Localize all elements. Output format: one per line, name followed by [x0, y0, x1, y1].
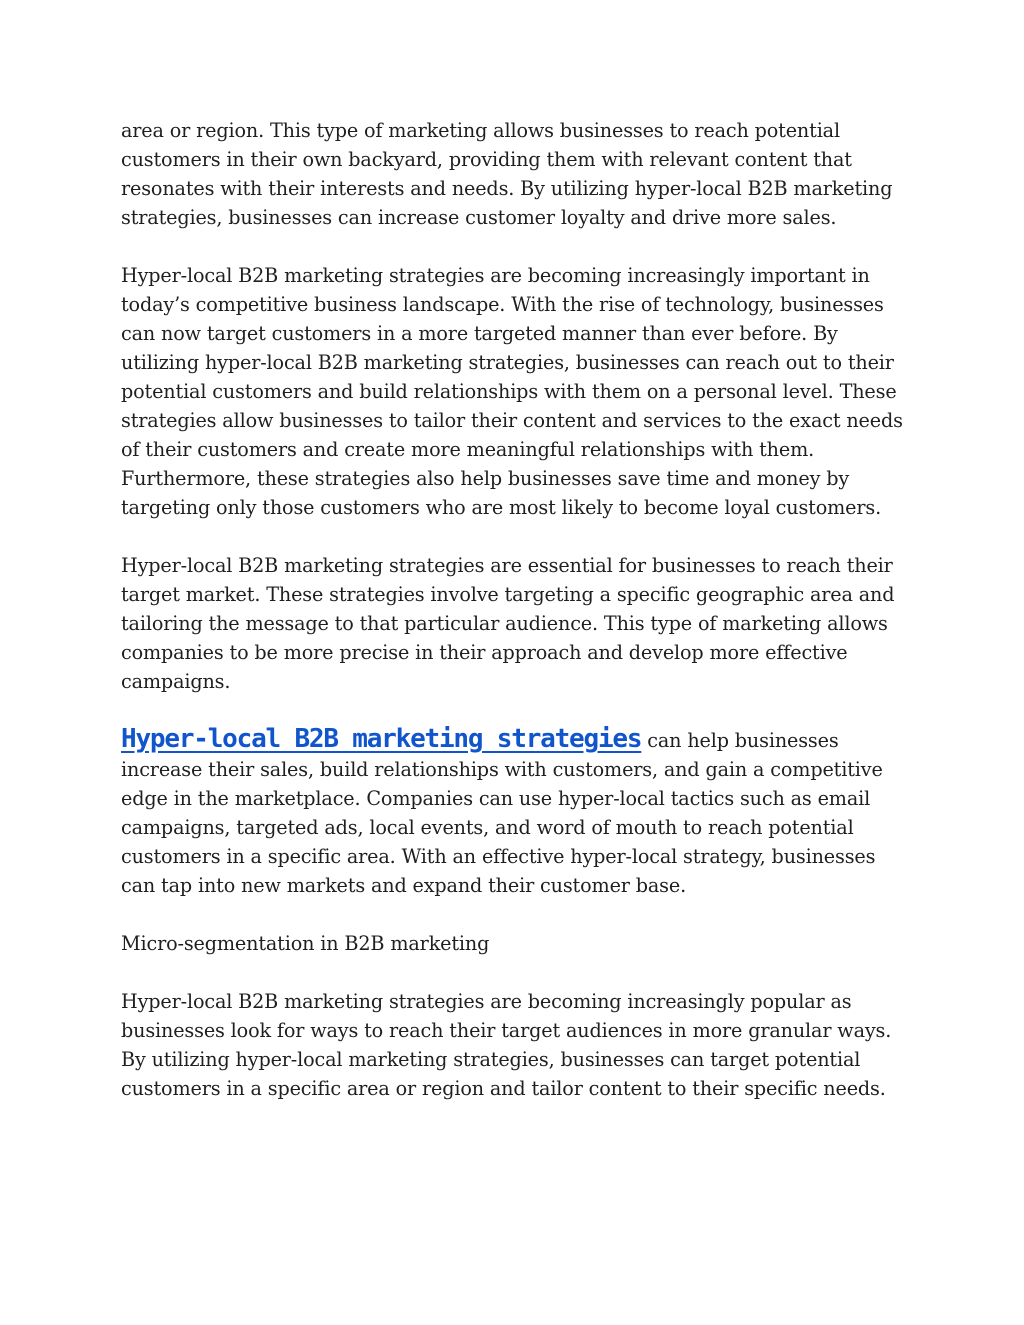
- hyper-local-strategies-link[interactable]: Hyper-local B2B marketing strategies: [121, 724, 642, 754]
- micro-segmentation-heading: Micro-segmentation in B2B marketing: [121, 932, 490, 955]
- paragraph-5: Hyper-local B2B marketing strategies are becoming increasingly popular as businesses look for ways to reach their target audiences in more granular ways. By utilizing hyper-local marketing strategies, businesses can target potential customers in a specific area or region and tailor content to their specific needs.: [121, 990, 892, 1100]
- paragraph-4-text: can help businesses increase their sales, build relationships with customers, and gain a competitive edge in the marketplace. Companies can use hyper-local tactics such as email campaigns, targeted ads, local events, and word of mouth to reach potential customers in a specific area. With an effective hyper-local strategy, businesses can tap into new markets and expand their customer base.: [121, 729, 883, 897]
- paragraph-1: area or region. This type of marketing allows businesses to reach potential customers in their own backyard, providing them with relevant content that resonates with their interests and needs. By utilizing hyper-local B2B marketing strategies, businesses can increase customer loyalty and drive more sales.: [121, 119, 893, 229]
- paragraph-with-link: [121, 725, 911, 900]
- document-page: [121, 116, 911, 1132]
- paragraph-2: Hyper-local B2B marketing strategies are becoming increasingly important in today’s competitive business landscape. With the rise of technology, businesses can now target customers in a more targeted manner than ever before. By utilizing hyper-local B2B marketing strategies, businesses can reach out to their potential customers and build relationships with them on a personal level. These strategies allow businesses to tailor their content and services to the exact needs of their customers and create more meaningful relationships with them. Furthermore, these strategies also help businesses save time and money by targeting only those customers who are most likely to become loyal customers.: [121, 264, 903, 519]
- paragraph-3: Hyper-local B2B marketing strategies are essential for businesses to reach their target market. These strategies involve targeting a specific geographic area and tailoring the message to that particular audience. This type of marketing allows companies to be more precise in their approach and develop more effective campaigns.: [121, 554, 895, 693]
